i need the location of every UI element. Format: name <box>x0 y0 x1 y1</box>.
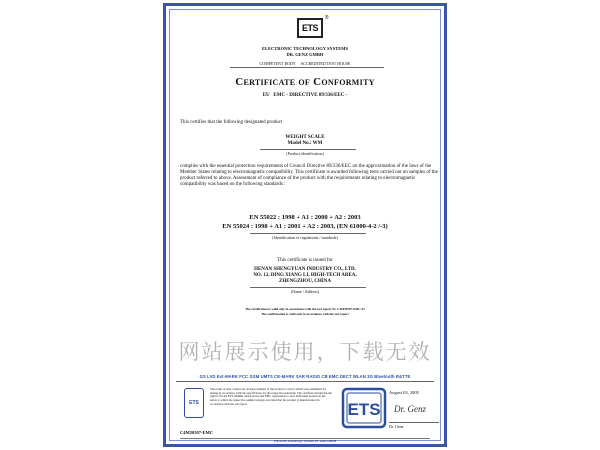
footer-address: Storkower Straße 38c, D-15526 Reichenwalde b. Berlin, Germany, Phone + 49 33631 888 000 Fax + 49 33631 888 660 <box>235 444 375 447</box>
ets-small-logo: ETS <box>184 388 204 418</box>
model-number: Model No.: WM <box>287 141 323 146</box>
divider <box>176 381 434 382</box>
validity-line-2: The confirmation is valid only in accordance with the test report <box>261 312 349 316</box>
product-name: WEIGHT SCALE <box>285 135 325 140</box>
company-address-2: ZHENGZHOU, CHINA <box>279 279 331 284</box>
directive-line: EU EMC - DIRECTIVE 89/336/EEC - <box>262 93 348 98</box>
standard-1: EN 55022 : 1998 + A1 : 2000 + A2 : 2003 <box>249 214 361 221</box>
logo-text: ETS <box>301 23 318 33</box>
product-caption: (Product identification) <box>286 151 324 156</box>
signature: Dr. Genz <box>394 404 427 414</box>
footer-company: Electronic Technology Systems Dr. Genz GmbH <box>273 439 337 443</box>
divider <box>260 149 356 150</box>
certificate-number: C4M20507-EMC <box>180 430 213 435</box>
fine-print: The result of tests carried out on these samples of the product to above which were submitted for testing in accordance with the specification for the respective standards. The certificate holder has the right to fix the ETS-MARK which shows the EMC registration to each individual product in the series to which the respective sample belongs, provided that the product is manufactured in accordance with the test report. <box>210 387 332 406</box>
standards-caption: (Identification of regulations / standards) <box>272 235 338 240</box>
divider <box>250 233 366 234</box>
watermark-text: 网站展示使用，下载无效 <box>178 340 432 364</box>
signature-line <box>389 422 439 423</box>
issued-for-text: This certificate is issued for <box>277 258 333 263</box>
issue-date: August 03, 2005 <box>389 390 419 395</box>
standard-2: EN 55024 : 1998 + A1 : 2001 + A2 : 2003, (EN 61000-4-2 /-3) <box>222 223 388 230</box>
certificate-document <box>163 3 447 447</box>
company-name: HENAN SHENGYUAN INDUSTRY CO., LTD. <box>254 267 356 272</box>
certificate-inner-border <box>169 9 441 447</box>
company-address-1: NO. 12, DING XIANG LI, HIGH-TECH AREA, <box>253 273 357 278</box>
issuer-roles: COMPETENT BODY ACCREDITED TEST HOUSE <box>259 61 351 66</box>
intro-text: This certifies that the following designated product <box>180 120 283 125</box>
validity-line-1: The certification is valid only in accordance with the test report Nr. C4M20507-EMC-01 <box>245 307 365 311</box>
ets-seal-mark <box>340 386 388 430</box>
issuer-name: ELECTRONIC TECHNOLOGY SYSTEMS <box>261 46 349 51</box>
signer-name: Dr. Genz <box>389 424 404 429</box>
certificate-title: Certificate of Conformity <box>235 76 375 88</box>
marks-bar: GS LVD Ext-MARK FCC GSM UMTS CE-MARK SAR RADIO CB EMC DECT WLAN 3G Bluetooth R&TTE <box>199 374 411 379</box>
svg-text:ETS: ETS <box>347 400 381 419</box>
registered-mark: ® <box>324 15 328 21</box>
divider <box>230 67 384 68</box>
divider <box>250 287 366 288</box>
ets-logo <box>297 15 328 38</box>
issuer-sub: DR. GENZ GMBH <box>286 52 324 57</box>
compliance-text: complies with the essential protection requirements of Council Directive 89/336/EEC on the approximation of the laws of the Member States relating to electromagnetic compatibility. This certificate is awarded following tests carried out on samples of the product referred to above. Assessment of compliance of the product with the requirements relating to electromagnetic compatibility was based on the following standards : <box>180 164 438 187</box>
address-caption: (Name / Address) <box>290 289 320 294</box>
